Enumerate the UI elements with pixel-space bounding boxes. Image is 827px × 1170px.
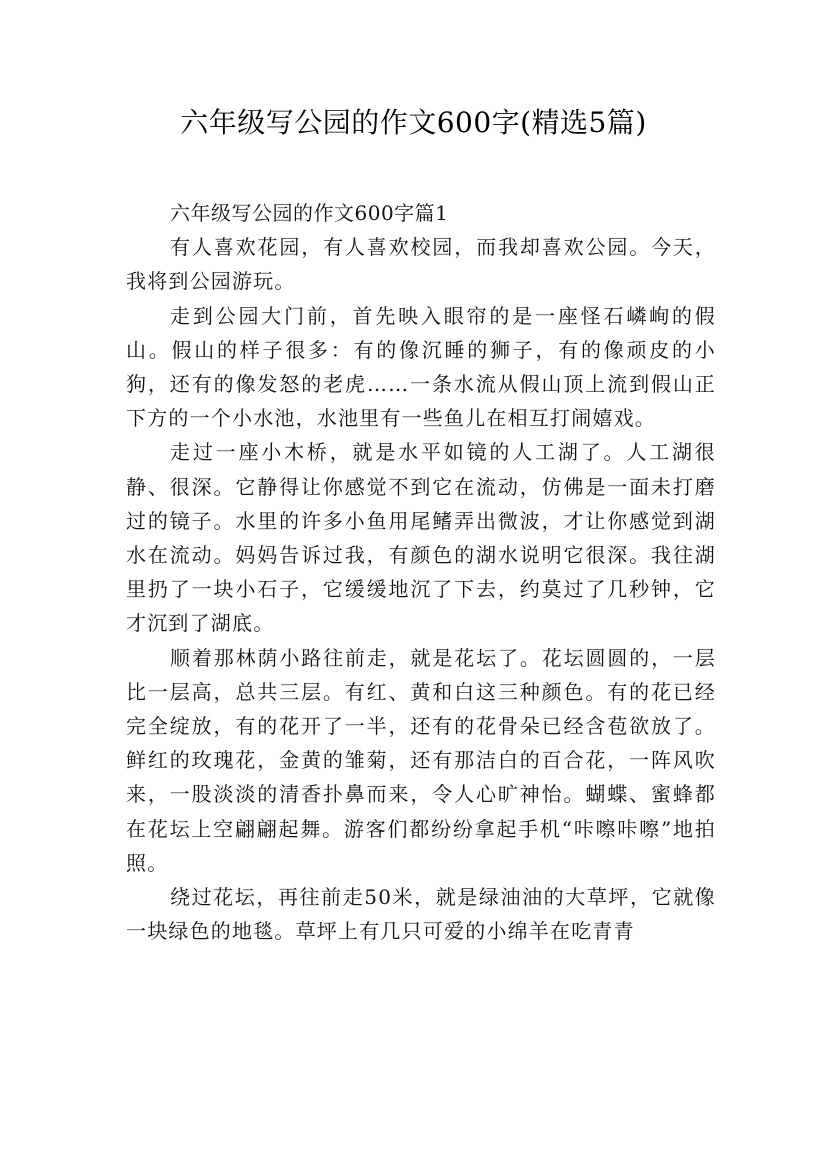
paragraph: 走过一座小木桥，就是水平如镜的人工湖了。人工湖很静、很深。它静得让你感觉不到它在流动，仿佛是一面未打磨过的镜子。水里的许多小鱼用尾鳍弄出微波，才让你感觉到湖水在流动。妈妈告诉过我，有颜色的湖水说明它很深。我往湖里扔了一块小石子，它缓缓地沉了下去，约莫过了几秒钟，它才沉到了湖底。 (126, 440, 716, 636)
section-heading: 六年级写公园的作文600字篇1 (170, 201, 449, 225)
paragraph: 有人喜欢花园，有人喜欢校园，而我却喜欢公园。今天，我将到公园游玩。 (126, 235, 716, 294)
paragraph: 走到公园大门前，首先映入眼帘的是一座怪石嶙峋的假山。假山的样子很多：有的像沉睡的狮子，有的像顽皮的小狗，还有的像发怒的老虎……一条水流从假山顶上流到假山正下方的一个小水池，水池里有一些鱼儿在相互打闹嬉戏。 (126, 303, 716, 431)
document-body (126, 196, 716, 948)
paragraph: 绕过花坛，再往前走50米，就是绿油油的大草坪，它就像一块绿色的地毯。草坪上有几只可爱的小绵羊在吃青青 (126, 885, 716, 944)
document-title: 六年级写公园的作文600字(精选5篇) (180, 106, 647, 139)
paragraph: 顺着那林荫小路往前走，就是花坛了。花坛圆圆的，一层比一层高，总共三层。有红、黄和白这三种颜色。有的花已经完全绽放，有的花开了一半，还有的花骨朵已经含苞欲放了。鲜红的玫瑰花，金黄的雏菊，还有那洁白的百合花，一阵风吹来，一股淡淡的清香扑鼻而来，令人心旷神怡。蝴蝶、蜜蜂都在花坛上空翩翩起舞。游客们都纷纷拿起手机“咔嚓咔嚓”地拍照。 (126, 645, 716, 875)
